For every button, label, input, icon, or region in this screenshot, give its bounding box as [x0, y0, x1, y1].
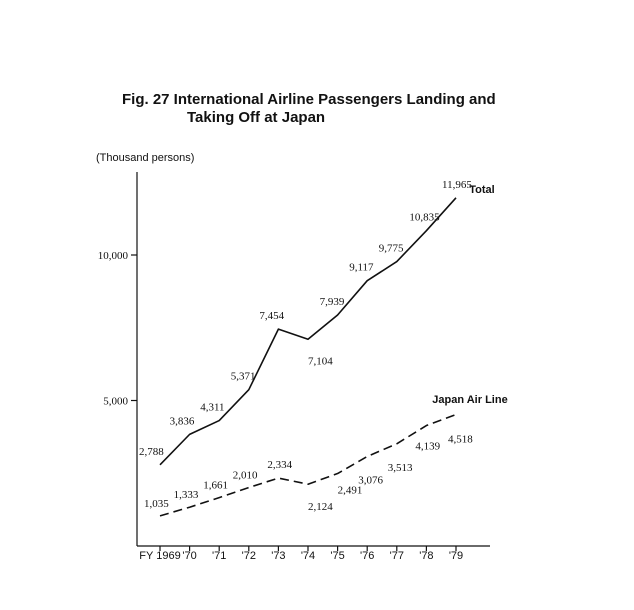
data-label: 1,035 [144, 497, 169, 510]
chart-title-line-2: Taking Off at Japan [187, 109, 326, 126]
y-tick-label: 5,000 [103, 395, 128, 408]
data-label: 9,775 [378, 242, 404, 255]
data-label: 5,371 [230, 370, 256, 383]
data-label: 7,104 [308, 355, 333, 368]
x-tick-label: '74 [300, 550, 316, 562]
data-label: 2,491 [337, 484, 363, 497]
data-label: 10,835 [409, 211, 440, 224]
data-label: 4,139 [415, 440, 441, 453]
data-label: 3,836 [169, 415, 195, 428]
x-tick-label: '79 [448, 550, 464, 562]
data-label: 4,311 [200, 401, 225, 414]
data-label: 3,076 [358, 474, 383, 487]
x-tick-label: '71 [212, 550, 227, 562]
data-label: 4,518 [448, 433, 473, 446]
data-label: 1,333 [173, 489, 199, 502]
data-label: 9,117 [349, 261, 374, 274]
data-label: 3,513 [387, 461, 413, 474]
series-name-japan-air-line: Japan Air Line [432, 394, 508, 406]
data-label: 2,334 [267, 459, 293, 472]
labels-group [139, 179, 508, 513]
x-tick-label: '77 [389, 550, 404, 562]
x-tick-label: '72 [241, 550, 256, 562]
data-label: 7,939 [319, 295, 345, 308]
data-label: 11,965 [442, 178, 472, 191]
chart-title-line-1: Fig. 27 International Airline Passengers Landing and [122, 91, 496, 108]
data-label: 2,788 [139, 445, 164, 458]
x-tick-label: '78 [419, 550, 434, 562]
series-name-total: Total [469, 184, 495, 196]
y-axis-unit-label: (Thousand persons) [96, 152, 195, 164]
data-label: 1,661 [203, 479, 228, 492]
x-tick-label: '73 [271, 550, 286, 562]
data-label: 7,454 [259, 310, 285, 323]
x-tick-label: '76 [360, 550, 375, 562]
y-tick-label: 10,000 [97, 250, 128, 262]
x-tick-label: '75 [330, 550, 345, 562]
data-label: 2,010 [232, 469, 258, 482]
x-tick-label: '70 [182, 550, 197, 562]
series-total-line [160, 198, 456, 465]
data-label: 2,124 [308, 501, 333, 514]
x-tick-label: FY 1969 [139, 550, 181, 562]
